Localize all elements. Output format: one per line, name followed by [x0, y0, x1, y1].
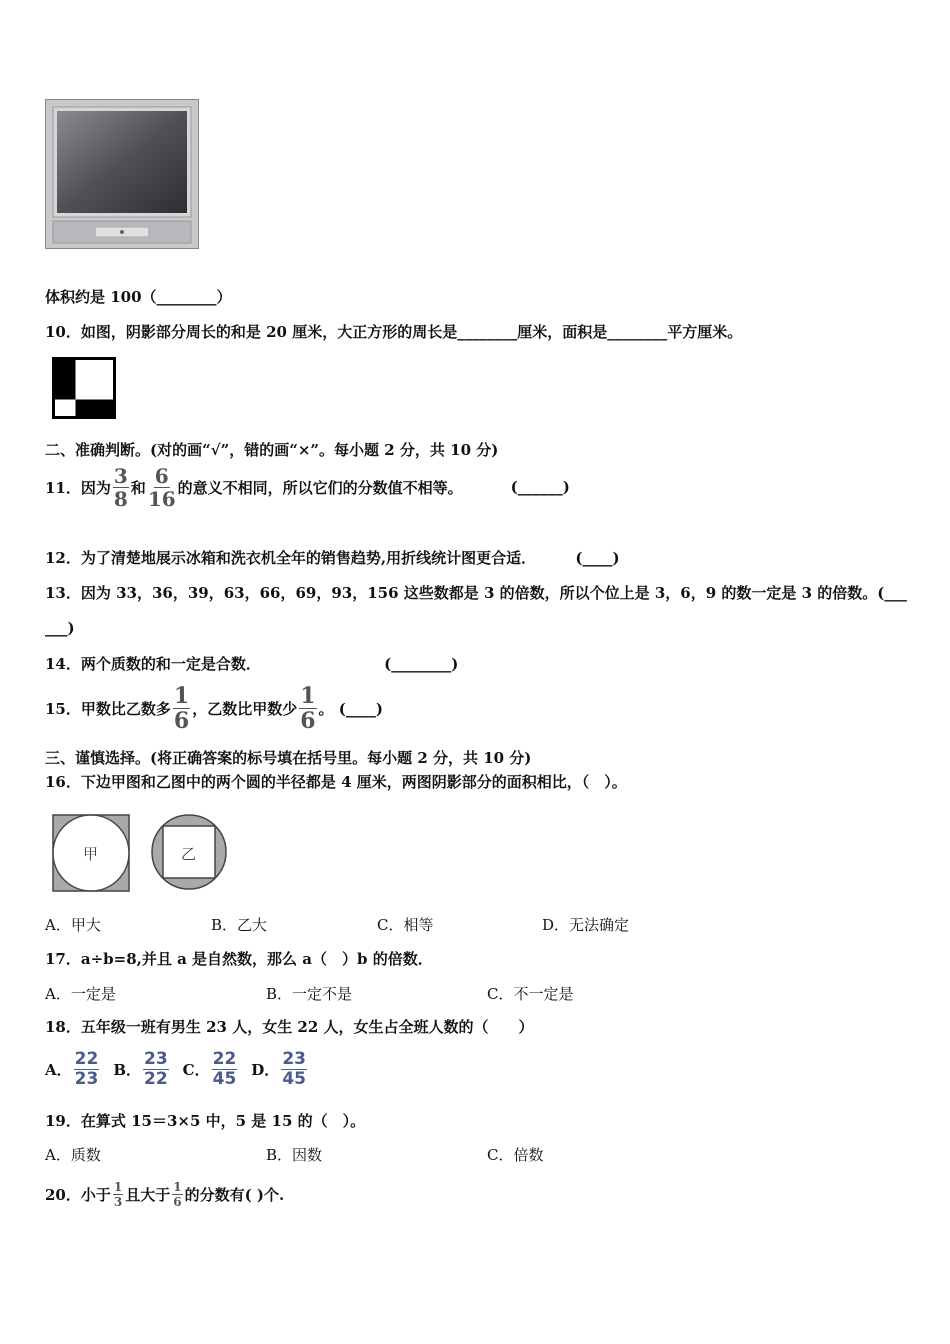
- q17-option-b[interactable]: B．一定不是: [266, 985, 353, 1003]
- fraction-denominator: 16: [147, 486, 176, 511]
- fraction-numerator: 23: [144, 1048, 168, 1069]
- q19-option-b[interactable]: B．因数: [266, 1146, 323, 1164]
- q15-fraction-1: [173, 682, 190, 734]
- q10-square-figure: [52, 357, 116, 419]
- fraction-denominator: 45: [282, 1068, 306, 1089]
- q19-text: 19．在算式 15＝3×5 中，5 是 15 的（ ）。: [45, 1112, 366, 1130]
- fraction-denominator: 23: [74, 1068, 99, 1089]
- fraction-denominator: 6: [173, 707, 190, 734]
- q11-fraction-1: [113, 463, 129, 511]
- q11-blank: (______): [510, 478, 570, 496]
- q12-line: [45, 547, 620, 568]
- tv-image: [45, 99, 199, 249]
- q15-mid: ，乙数比甲数少: [192, 699, 298, 718]
- q14-line: [45, 653, 458, 674]
- fraction-denominator: 6: [300, 707, 316, 734]
- fraction-numerator: 1: [173, 1179, 182, 1194]
- q20-fraction-1: [113, 1181, 123, 1208]
- q20-suffix: 的分数有( )个.: [184, 1185, 285, 1204]
- q13-line2: ___): [45, 619, 75, 637]
- q20-mid: 且大于: [125, 1185, 171, 1204]
- q12-text: 12．为了清楚地展示冰箱和洗衣机全年的销售趋势,用折线统计图更合适．: [45, 549, 537, 567]
- fraction-numerator: 22: [74, 1048, 99, 1069]
- fraction-denominator: 8: [113, 486, 128, 511]
- q18-option-b-label[interactable]: B．: [113, 1060, 141, 1079]
- q15-suffix: 。 (____): [318, 699, 383, 718]
- q18-option-a-fraction[interactable]: [74, 1048, 100, 1089]
- fraction-denominator: 6: [173, 1194, 182, 1209]
- q18-option-a-label[interactable]: A．: [45, 1060, 72, 1079]
- q18-option-c-fraction[interactable]: [212, 1048, 238, 1089]
- q19-option-c[interactable]: C．倍数: [487, 1146, 544, 1164]
- section3-heading: 三、谨慎选择。(将正确答案的标号填在括号里。每小题 2 分，共 10 分): [45, 749, 532, 767]
- fraction-numerator: 3: [113, 463, 128, 488]
- q16-option-d[interactable]: D．无法确定: [542, 916, 630, 934]
- q20-fraction-2: [172, 1181, 182, 1208]
- q17-option-c[interactable]: C．不一定是: [487, 985, 574, 1003]
- q17-text: 17．a÷b=8,并且 a 是自然数，那么 a（ ）b 的倍数．: [45, 950, 433, 968]
- q18-option-d-fraction[interactable]: [281, 1048, 307, 1089]
- q19-option-a[interactable]: A．质数: [45, 1146, 101, 1164]
- fraction-numerator: 1: [300, 682, 316, 709]
- q10-text: 10．如图，阴影部分周长的和是 20 厘米，大正方形的周长是________厘米，面积是________平方厘米。: [45, 323, 743, 341]
- q13-line1: 13．因为 33，36，39，63，66，69，93，156 这些数都是 3 的倍数，所以个位上是 3，6，9 的数一定是 3 的倍数。(___: [45, 584, 907, 602]
- q11-mid: 和: [130, 478, 146, 497]
- q20-line: [45, 1174, 284, 1214]
- q16-figure-yi: [151, 814, 227, 890]
- section2-heading: 二、准确判断。(对的画“√”，错的画“×”。每小题 2 分，共 10 分): [45, 441, 499, 459]
- q14-blank: (________): [384, 655, 459, 673]
- q20-prefix: 20．小于: [45, 1185, 111, 1204]
- q16-jia-label: 甲: [83, 845, 99, 863]
- q18-text: 18．五年级一班有男生 23 人，女生 22 人，女生占全班人数的（ ）: [45, 1018, 534, 1036]
- q16-option-b[interactable]: B．乙大: [211, 916, 268, 934]
- fraction-denominator: 3: [113, 1194, 123, 1209]
- q18-options: [45, 1046, 309, 1092]
- q16-option-c[interactable]: C．相等: [377, 916, 434, 934]
- q15-fraction-2: [299, 682, 316, 734]
- q16-figure-jia: [52, 814, 130, 892]
- q16-yi-label: 乙: [181, 845, 197, 863]
- fraction-numerator: 22: [212, 1048, 237, 1069]
- q17-option-a[interactable]: A．一定是: [45, 985, 116, 1003]
- fraction-denominator: 22: [144, 1068, 168, 1089]
- q9-volume-text: 体积约是 100（________）: [45, 288, 232, 306]
- fraction-numerator: 1: [173, 682, 190, 709]
- q18-option-d-label[interactable]: D．: [251, 1060, 280, 1079]
- fraction-denominator: 45: [212, 1068, 237, 1089]
- q12-blank: (____): [575, 549, 620, 567]
- q15-line: [45, 682, 383, 734]
- fraction-numerator: 6: [154, 463, 169, 488]
- q11-prefix: 11．因为: [45, 478, 111, 497]
- fraction-numerator: 23: [282, 1048, 306, 1069]
- q18-option-c-label[interactable]: C．: [182, 1060, 210, 1079]
- q15-prefix: 15．甲数比乙数多: [45, 699, 171, 718]
- q11-line: [45, 463, 570, 511]
- q16-option-a[interactable]: A．甲大: [45, 916, 101, 934]
- q16-text: 16．下边甲图和乙图中的两个圆的半径都是 4 厘米，两图阴影部分的面积相比，（ ）。: [45, 773, 627, 791]
- q14-text: 14．两个质数的和一定是合数．: [45, 655, 261, 673]
- q11-fraction-2: [147, 463, 176, 511]
- fraction-numerator: 1: [113, 1179, 123, 1194]
- q11-suffix: 的意义不相同，所以它们的分数值不相等。: [177, 478, 463, 497]
- q18-option-b-fraction[interactable]: [143, 1048, 169, 1089]
